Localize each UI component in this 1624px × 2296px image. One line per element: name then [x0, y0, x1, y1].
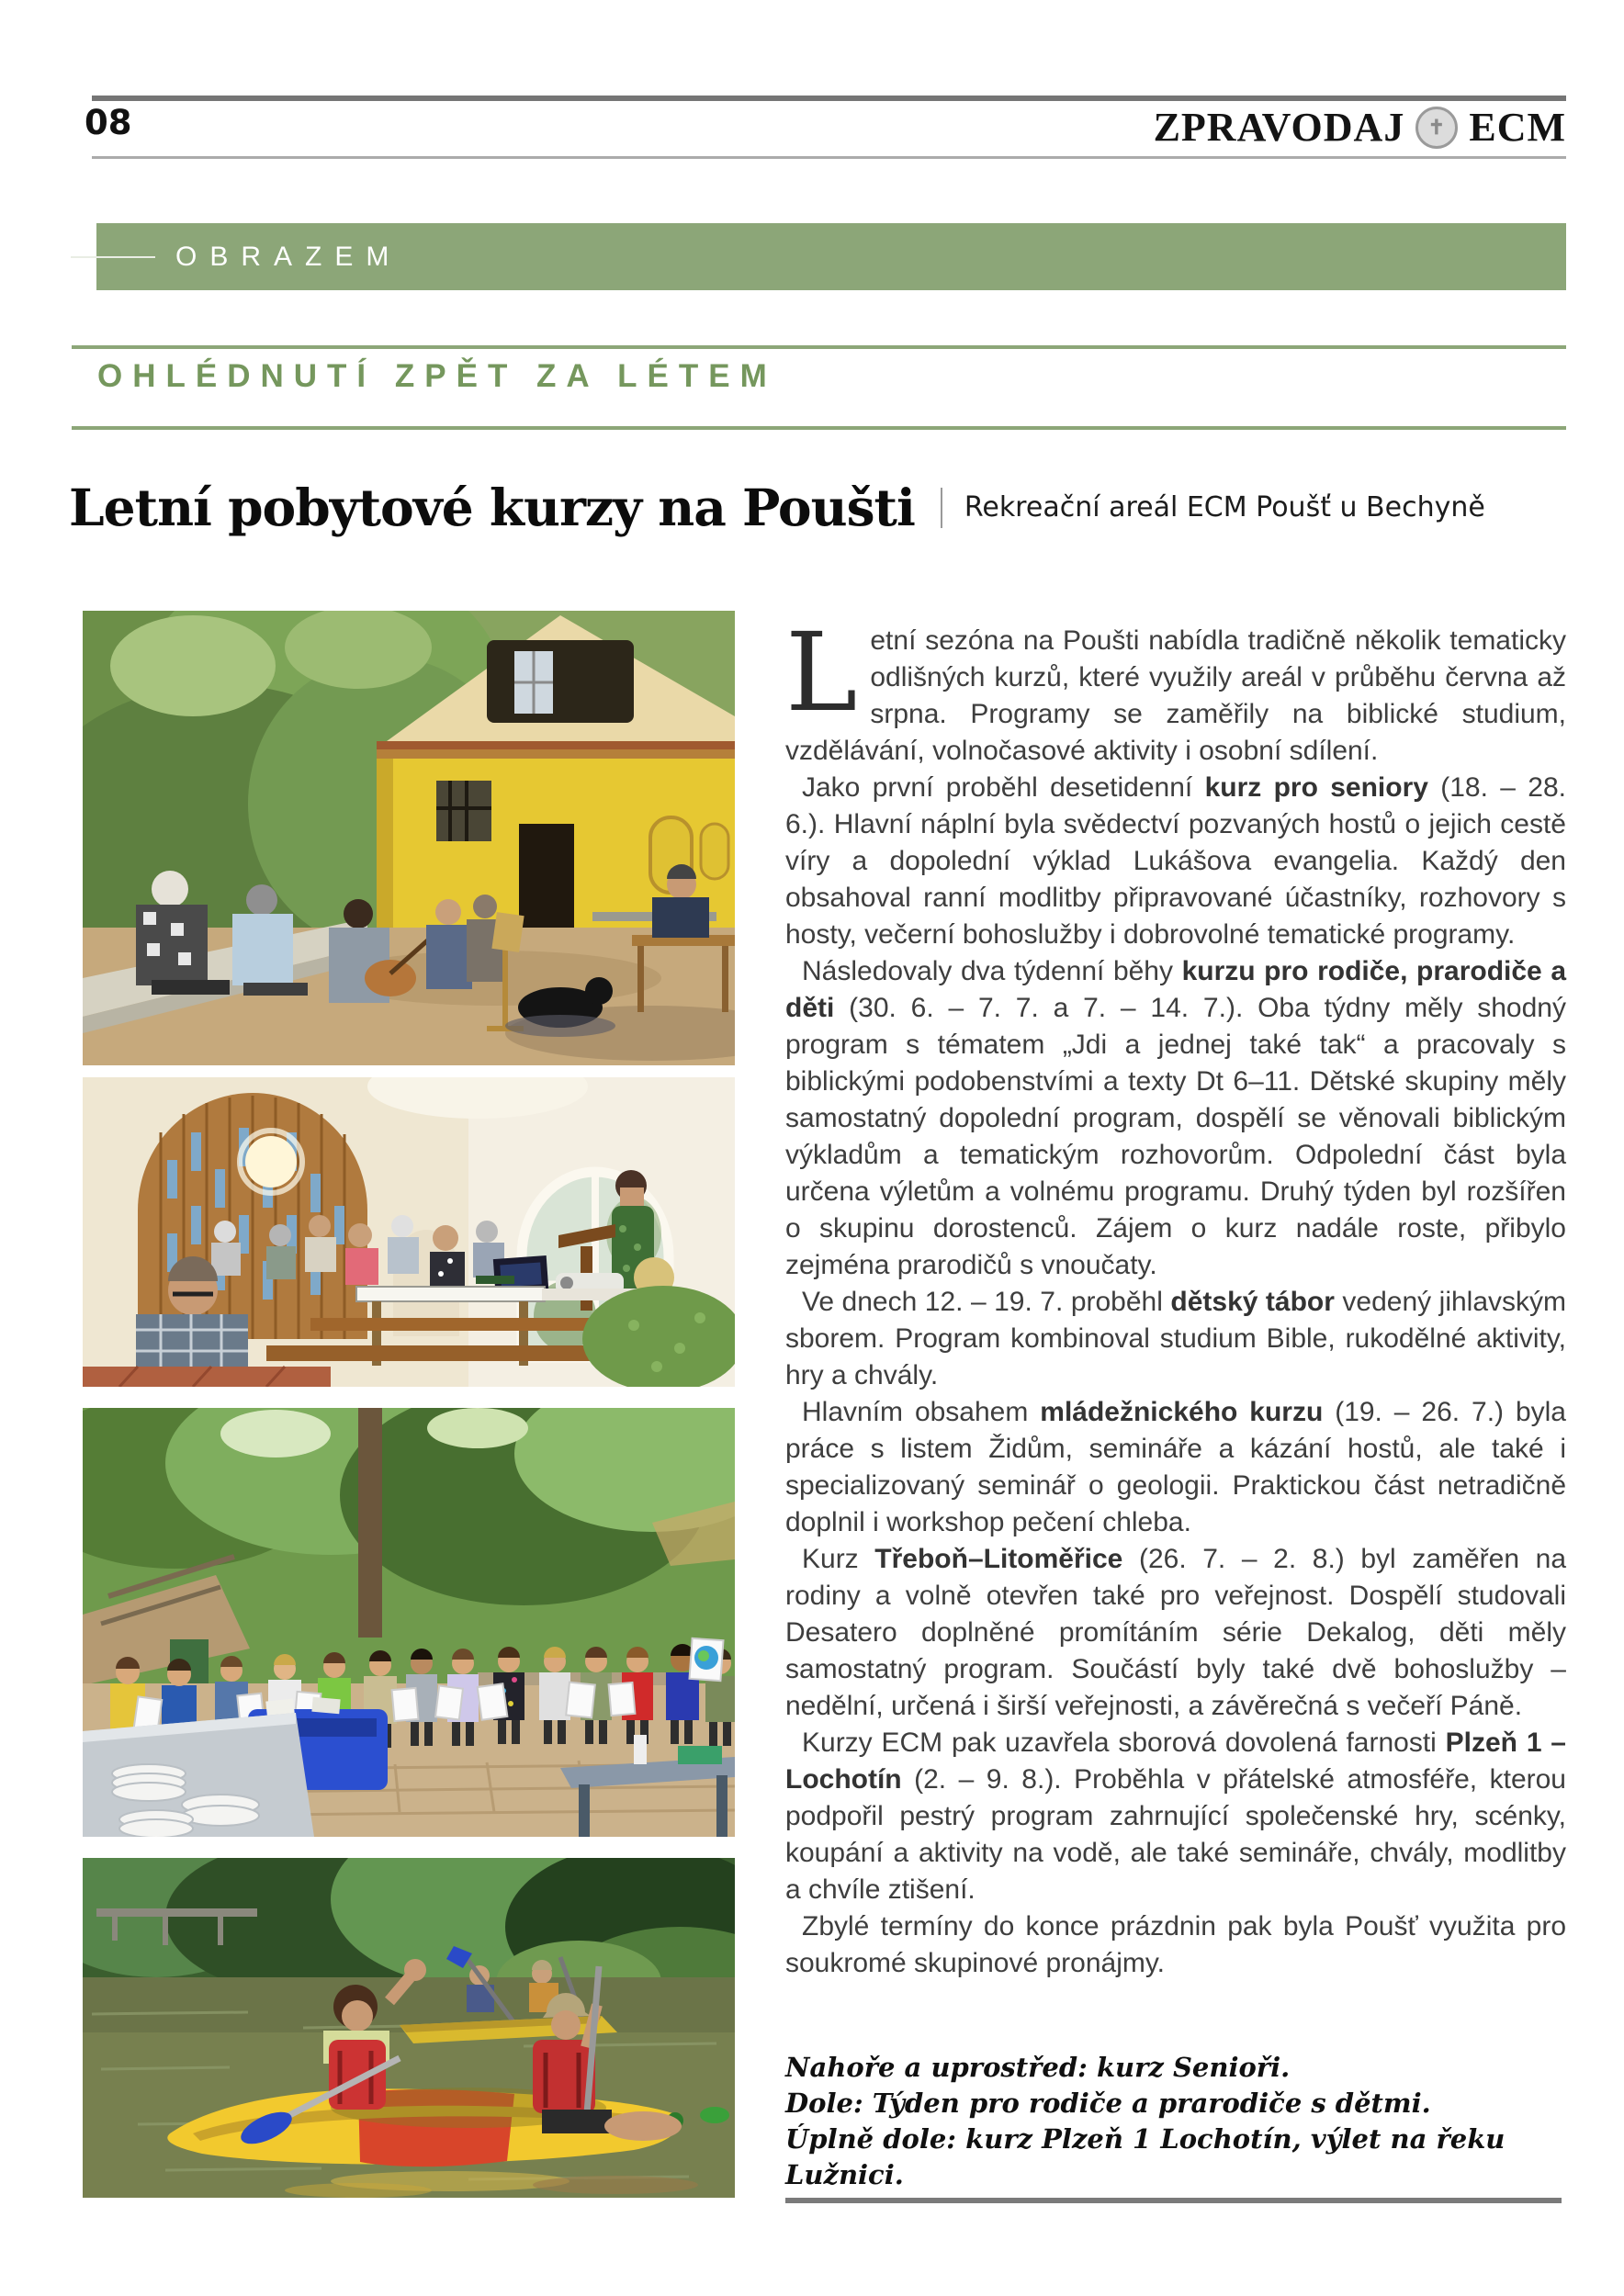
photo-canoe-river: [83, 1858, 735, 2198]
paragraph: Letní sezóna na Poušti nabídla tradičně několik tematicky odlišných kurzů, které využily areál v průběhu června až srpna. Programy se zaměřily na biblické studium, vzdělávání, volnočasové aktivity i osobní sdílení.: [785, 609, 1566, 766]
caption-line: Úplně dole: kurz Plzeň 1 Lochotín, výlet na řeku Lužnici.: [785, 2123, 1506, 2190]
caption-line: Dole: Týden pro rodiče a prarodiče s dětmi.: [785, 2088, 1431, 2119]
article-title: Letní pobytové kurzy na Poušti: [69, 478, 915, 537]
article-end-rule: [785, 2198, 1562, 2203]
ecm-seal-icon: ✝: [1415, 107, 1458, 149]
paragraph: Následovaly dva týdenní běhy kurzu pro rodiče, prarodiče a děti (30. 6. – 7. 7. a 7. – 14. 7.). Oba týdny měly shodný program s tématem „Jdi a jednej také tak“ a pracovaly s biblickými podobenstvími a texty Dt 6–11. Dětské skupiny měly samostatný dopolední program, dospělí se věnovali biblickým výkladům a tematickým rozhovorům. Odpolední část byla určena výletům a volnému programu. Druhý týden byl rozšířen o skupinu dorostenců. Zájem o kurz nadále roste, přibylo zejména prarodičů s vnoučaty.: [785, 956, 1566, 1280]
masthead-left: ZPRAVODAJ: [1153, 105, 1405, 150]
photo-captions: [785, 2050, 1566, 2193]
paragraph: Jako první proběhl desetidenní kurz pro seniory (18. – 28. 6.). Hlavní náplní byla svědectví pozvaných hostů o jejich cestě víry a dopolední výklad Lukášova evangelia. Každý den obsahoval ranní modlitby připravované účastníky, rozhovory s hosty, večerní bohoslužby i dobrovolné tematické programy.: [785, 772, 1566, 950]
article-subtitle: Rekreační areál ECM Poušť u Bechyně: [964, 491, 1485, 523]
photo-seniors-outdoor: [83, 611, 735, 1065]
paragraph: Kurzy ECM pak uzavřela sborová dovolená farnosti Plzeň 1 – Lochotín (2. – 9. 8.). Proběhla v přátelské atmosféře, kterou podpořil pestrý program zahrnující společenské hry, scénky, koupání a aktivity na vodě, ale také semináře, chvály, modlitby a chvíle ztišení.: [785, 1728, 1566, 1905]
article-title-row: [69, 478, 1566, 537]
drop-cap: L: [785, 609, 858, 736]
article-body: [785, 609, 1567, 1982]
section-rule-top: [72, 345, 1566, 349]
page-number: 08: [85, 103, 132, 142]
paragraph: Ve dnech 12. – 19. 7. proběhl dětský tábor vedený jihlavským sborem. Program kombinoval studium Bible, rukodělné aktivity, hry a chvály.: [785, 1287, 1567, 1390]
masthead-right: ECM: [1469, 105, 1566, 150]
kicker-bar: [96, 223, 1566, 290]
section-heading: OHLÉDNUTÍ ZPĚT ZA LÉTEM: [97, 358, 777, 394]
paragraph: Kurz Třeboň–Litoměřice (26. 7. – 2. 8.) byl zaměřen na rodiny a volně otevřen také pro veřejnost. Dospělí studovali Desatero doplněné promítáním série Dekalog, děti měly samostatný program. Součástí byly také dvě bohoslužby – nedělní, určená i širší veřejnosti, a závěrečná s večeří Páně.: [785, 1544, 1567, 1721]
masthead: [1154, 104, 1566, 151]
paragraph: Hlavním obsahem mládežnického kurzu (19. – 26. 7.) byla práce s listem Židům, semináře a kázání hostů, ale také i specializovaný seminář o geologii. Praktickou část netradičně doplnil i workshop pečení chleba.: [785, 1397, 1566, 1537]
title-separator: [941, 488, 942, 528]
paragraph: Zbylé termíny do konce prázdnin pak byla Poušť využita pro soukromé skupinové pronájmy.: [785, 1911, 1566, 1978]
masthead-rule-bottom: [92, 156, 1566, 159]
kicker-dash: [71, 256, 155, 258]
masthead-rule-top: [92, 96, 1566, 101]
section-rule-bottom: [72, 426, 1566, 430]
photo-seniors-indoor: [83, 1077, 735, 1387]
photo-kids-camp: [83, 1408, 735, 1837]
kicker-label: OBRAZEM: [175, 241, 402, 272]
caption-line: Nahoře a uprostřed: kurz Senioři.: [785, 2052, 1291, 2083]
